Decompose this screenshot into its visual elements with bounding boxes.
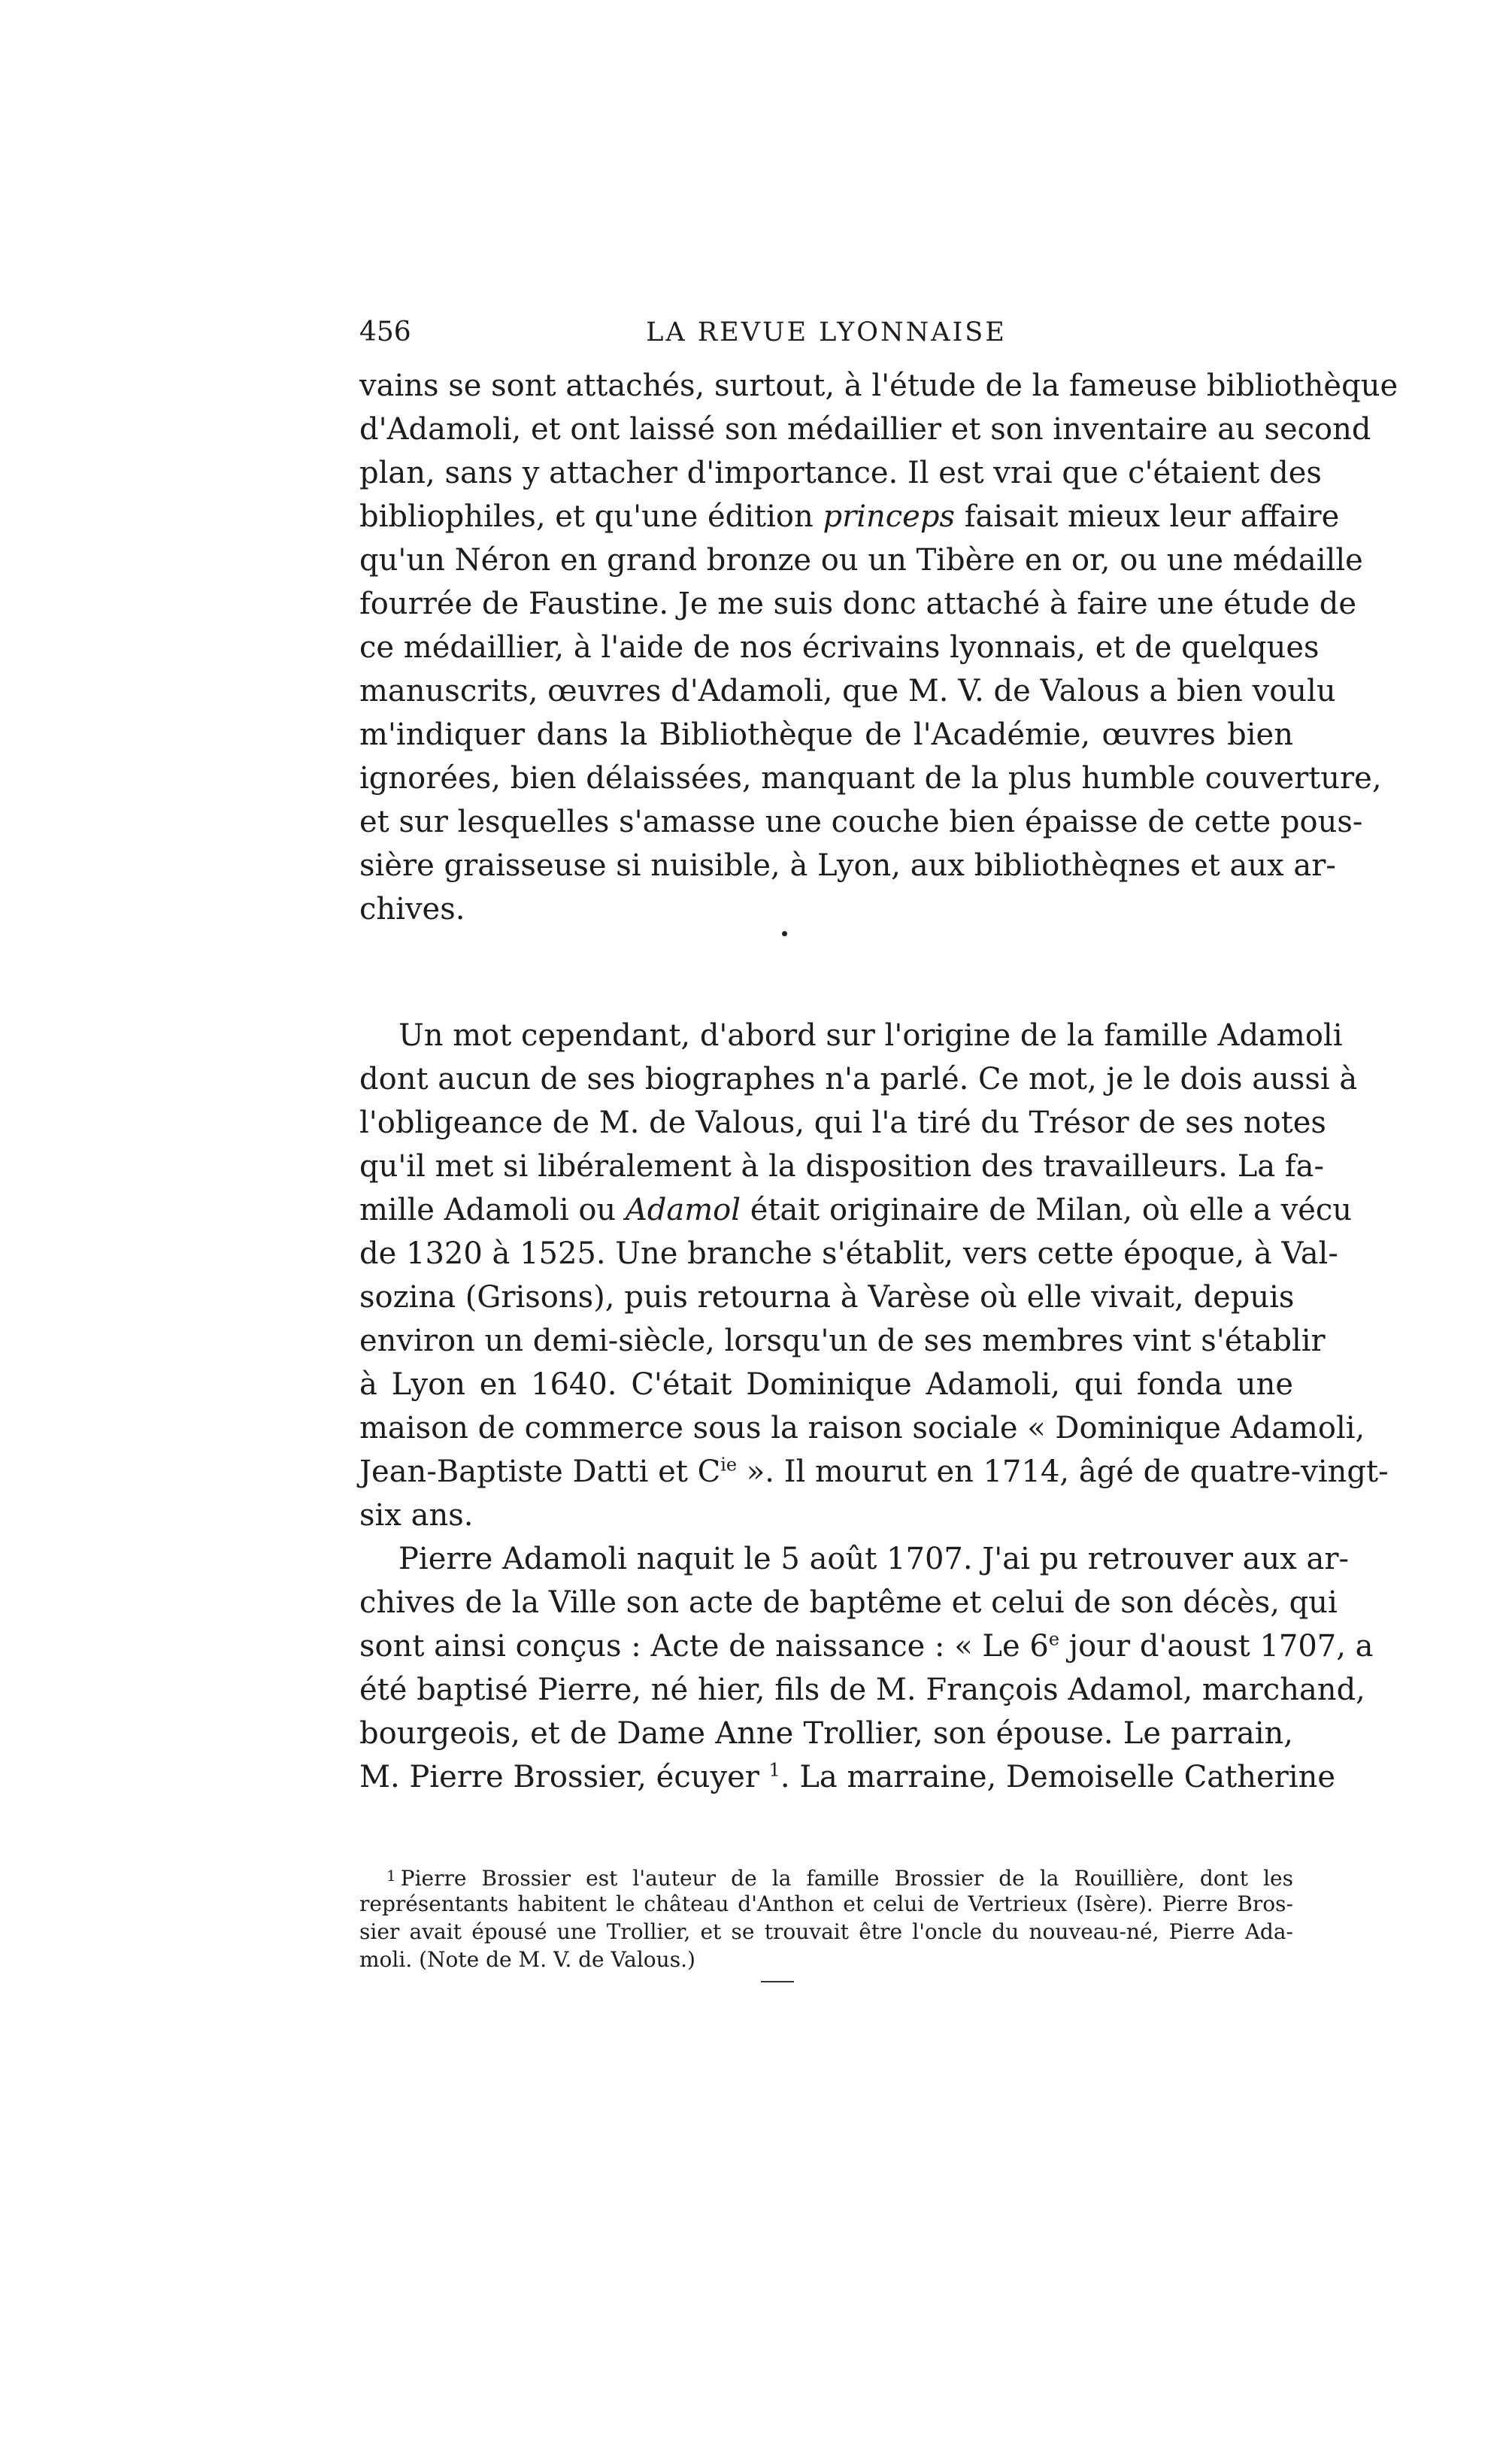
text-line: m'indiquer dans la Bibliothèque de l'Académie, œuvres bien: [359, 717, 1293, 752]
footnote-end-mark: [761, 1981, 794, 1982]
text-segment: . La marraine, Demoiselle Catherine: [780, 1760, 1335, 1794]
text-line: [359, 1450, 1389, 1494]
text-line: d'Adamoli, et ont laissé son médaillier et son inventaire au second: [359, 412, 1371, 447]
text-line: chives.: [359, 892, 465, 927]
italic-term: princeps: [823, 499, 955, 534]
text-segment: faisait mieux leur affaire: [954, 499, 1340, 534]
text-line: à Lyon en 1640. C'était Dominique Adamoli, qui fonda une: [359, 1367, 1293, 1402]
text-segment: M. Pierre Brossier, écuyer: [359, 1760, 769, 1794]
text-segment: ». Il mourut en 1714, âgé de quatre-vingt-: [737, 1454, 1389, 1489]
text-segment: mille Adamoli ou: [359, 1193, 626, 1227]
text-line: [359, 495, 1340, 538]
text-segment: était originaire de Milan, où elle a vécu: [741, 1193, 1353, 1227]
text-line: bourgeois, et de Dame Anne Trollier, son épouse. Le parrain,: [359, 1716, 1293, 1751]
text-line: [359, 1188, 1353, 1232]
text-line: Pierre Adamoli naquit le 5 août 1707. J'ai pu retrouver aux ar-: [398, 1542, 1350, 1576]
text-line: manuscrits, œuvres d'Adamoli, que M. V. de Valous a bien voulu: [359, 674, 1336, 708]
text-line: et sur lesquelles s'amasse une couche bien épaisse de cette pous-: [359, 805, 1363, 839]
footnote-marker: 1: [386, 1867, 396, 1885]
text-line: dont aucun de ses biographes n'a parlé. Ce mot, je le dois aussi à: [359, 1062, 1358, 1097]
text-line: sozina (Grisons), puis retourna à Varèse où elle vivait, depuis: [359, 1280, 1295, 1315]
text-line: [359, 1624, 1374, 1668]
text-line: [359, 1755, 1335, 1799]
text-line: vains se sont attachés, surtout, à l'étude de la fameuse bibliothèque: [359, 369, 1398, 403]
ink-dot: [782, 931, 787, 936]
text-line: qu'il met si libéralement à la disposition des travailleurs. La fa-: [359, 1149, 1325, 1184]
text-segment: bibliophiles, et qu'une édition: [359, 499, 823, 534]
text-line: ignorées, bien délaissées, manquant de la plus humble couverture,: [359, 761, 1382, 796]
text-segment: Jean-Baptiste Datti et C: [359, 1454, 721, 1489]
text-line: Un mot cependant, d'abord sur l'origine de la famille Adamoli: [398, 1018, 1343, 1053]
text-line: chives de la Ville son acte de baptême et celui de son décès, qui: [359, 1585, 1338, 1620]
text-line: fourrée de Faustine. Je me suis donc attaché à faire une étude de: [359, 587, 1357, 621]
footnote-line: représentants habitent le château d'Anthon et celui de Vertrieux (Isère). Pierre Bros-: [359, 1891, 1293, 1916]
running-head: LA REVUE LYONNAISE: [646, 317, 1007, 347]
text-line: l'obligeance de M. de Valous, qui l'a tiré du Trésor de ses notes: [359, 1106, 1326, 1140]
italic-term: Adamol: [625, 1193, 741, 1227]
text-line: ce médaillier, à l'aide de nos écrivains lyonnais, et de quelques: [359, 630, 1320, 665]
footnote-line: sier avait épousé une Trollier, et se trouvait être l'oncle du nouveau-né, Pierre Ada-: [359, 1919, 1293, 1944]
text-line: maison de commerce sous la raison sociale « Dominique Adamoli,: [359, 1411, 1365, 1445]
text-line: qu'un Néron en grand bronze ou un Tibère en or, ou une médaille: [359, 543, 1363, 578]
text-segment: Pierre Brossier est l'auteur de la famille Brossier de la Rouillière, dont les: [400, 1866, 1293, 1891]
text-line: environ un demi-siècle, lorsqu'un de ses membres vint s'établir: [359, 1324, 1326, 1358]
superscript: ie: [720, 1454, 738, 1476]
text-line: été baptisé Pierre, né hier, fils de M. François Adamol, marchand,: [359, 1673, 1365, 1707]
footnote: [359, 1862, 1293, 1973]
page-header: [359, 311, 1293, 353]
text-line: sière graisseuse si nuisible, à Lyon, aux bibliothèqnes et aux ar-: [359, 848, 1336, 883]
footnote-line: moli. (Note de M. V. de Valous.): [359, 1947, 695, 1972]
page-number: 456: [359, 317, 411, 347]
superscript: e: [1048, 1628, 1060, 1650]
footnote-reference: 1: [768, 1759, 780, 1781]
text-segment: jour d'aoust 1707, a: [1059, 1629, 1374, 1664]
text-line: six ans.: [359, 1498, 474, 1533]
text-segment: sont ainsi conçus : Acte de naissance : « Le 6: [359, 1629, 1049, 1664]
body-text: [359, 364, 1398, 1799]
text-line: plan, sans y attacher d'importance. Il est vrai que c'étaient des: [359, 456, 1322, 490]
text-line: de 1320 à 1525. Une branche s'établit, vers cette époque, à Val-: [359, 1236, 1338, 1271]
footnote-line: [359, 1862, 1293, 1890]
section-gap: [359, 931, 1293, 1014]
